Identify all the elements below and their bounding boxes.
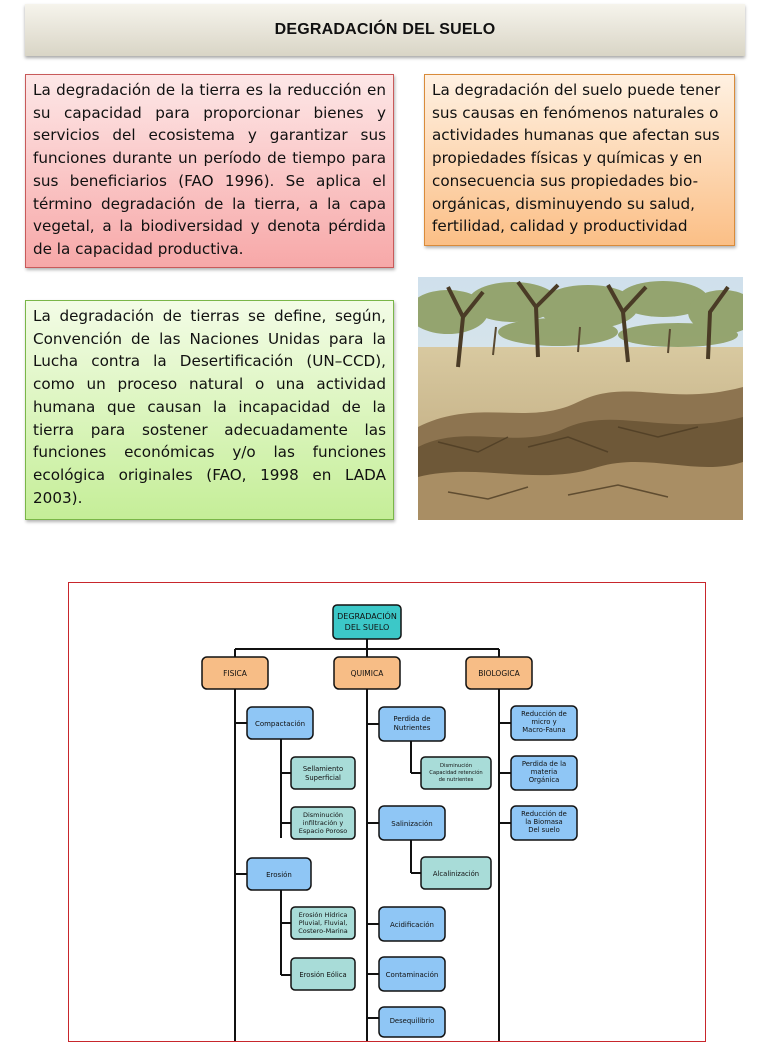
eroded-soil-photo	[418, 277, 743, 520]
node-label: BIOLOGICA	[478, 669, 520, 678]
node-label: Nutrientes	[393, 724, 431, 732]
node-label: Costero-Marina	[298, 927, 348, 935]
node-salinizacion	[379, 806, 445, 840]
category-biologica	[466, 657, 532, 689]
node-label: Compactación	[254, 720, 306, 728]
node-box	[333, 605, 401, 639]
node-label: DEGRADACIÓN	[337, 612, 397, 621]
node-label: Del suelo	[528, 826, 560, 834]
root-node	[333, 605, 401, 639]
node-label: Acidificación	[390, 921, 434, 929]
definition-unccd-box: La degradación de tierras se define, según, Convención de las Naciones Unidas para la Lucha contra la Desertificación (UN–CCD), como un proceso natural o una actividad humana que causan la incapacidad de la tierra para sostener adecuadamente las funciones económicas y/o las funciones ecológica originales (FAO, 1998 en LADA 2003).	[25, 300, 394, 520]
node-alcalinizacion	[421, 857, 491, 889]
node-label: Disminución	[302, 811, 344, 819]
page-title: DEGRADACIÓN DEL SUELO	[274, 21, 496, 38]
node-erosion-eolica	[291, 958, 355, 990]
node-label: Orgánica	[528, 776, 560, 784]
node-label: la Biomasa	[525, 818, 563, 826]
node-label: Perdida de	[393, 715, 431, 723]
node-label: Perdida de la	[521, 760, 567, 768]
node-label: de nutrientes	[438, 777, 474, 783]
node-label: Espacio Poroso	[298, 827, 348, 835]
causes-box: La degradación del suelo puede tener sus causas en fenómenos naturales o actividades humanas que afectan sus propiedades físicas y químicas y en consecuencia sus propiedades bio-orgánicas, disminuyendo su salud, fertilidad, calidad y productividad	[424, 74, 735, 246]
node-label: Desequilibrio	[389, 1017, 435, 1025]
node-label: Alcalinización	[432, 870, 480, 878]
node-label: infiltración y	[302, 819, 344, 827]
node-acidificacion	[379, 907, 445, 941]
node-label: Reducción de	[521, 810, 567, 818]
node-label: micro y	[531, 718, 557, 726]
definition-fao-box: La degradación de la tierra es la reducción en su capacidad para proporcionar bienes y servicios del ecosistema y garantizar sus funciones durante un período de tiempo para sus beneficiarios (FAO 1996). Se aplica el término degradación de la tierra, a la capa vegetal, a la biodiversidad y denota pérdida de la capacidad productiva.	[25, 74, 394, 268]
node-label: FISICA	[223, 669, 247, 678]
node-label: materia	[530, 768, 558, 776]
node-label: Reducción de	[521, 710, 567, 718]
node-label: Erosión Eólica	[299, 971, 347, 979]
node-reduccion-biomasa	[511, 806, 577, 840]
node-label: QUIMICA	[350, 669, 384, 678]
node-disminucion-retencion	[421, 757, 491, 789]
node-label: Erosión Hídrica	[298, 911, 348, 919]
node-perdida-nutrientes	[379, 707, 445, 741]
node-label: Superficial	[305, 774, 341, 782]
node-label: Macro-Fauna	[522, 726, 566, 734]
category-fisica	[202, 657, 268, 689]
node-desequilibrio	[379, 1007, 445, 1037]
node-label: DEL SUELO	[344, 623, 390, 632]
category-quimica	[334, 657, 400, 689]
node-sellamiento	[291, 757, 355, 789]
node-label: Capacidad retención	[429, 770, 483, 776]
connector-lines	[235, 639, 511, 1042]
node-label: Salinización	[391, 820, 433, 828]
node-erosion	[247, 858, 311, 890]
node-box	[291, 757, 355, 789]
title-bar	[25, 4, 745, 56]
node-perdida-materia	[511, 756, 577, 790]
node-contaminacion	[379, 957, 445, 991]
node-erosion-hidrica	[291, 907, 355, 939]
node-label: Erosión	[266, 871, 292, 879]
node-label: Pluvial, Fluvial,	[298, 919, 348, 927]
node-disminucion-infiltracion	[291, 807, 355, 839]
node-compactacion	[247, 707, 313, 739]
node-label: Disminución	[440, 763, 472, 769]
soil-degradation-diagram	[68, 582, 706, 1042]
node-reduccion-fauna	[511, 706, 577, 740]
node-label: Sellamiento	[302, 765, 344, 773]
node-label: Contaminación	[385, 971, 439, 979]
